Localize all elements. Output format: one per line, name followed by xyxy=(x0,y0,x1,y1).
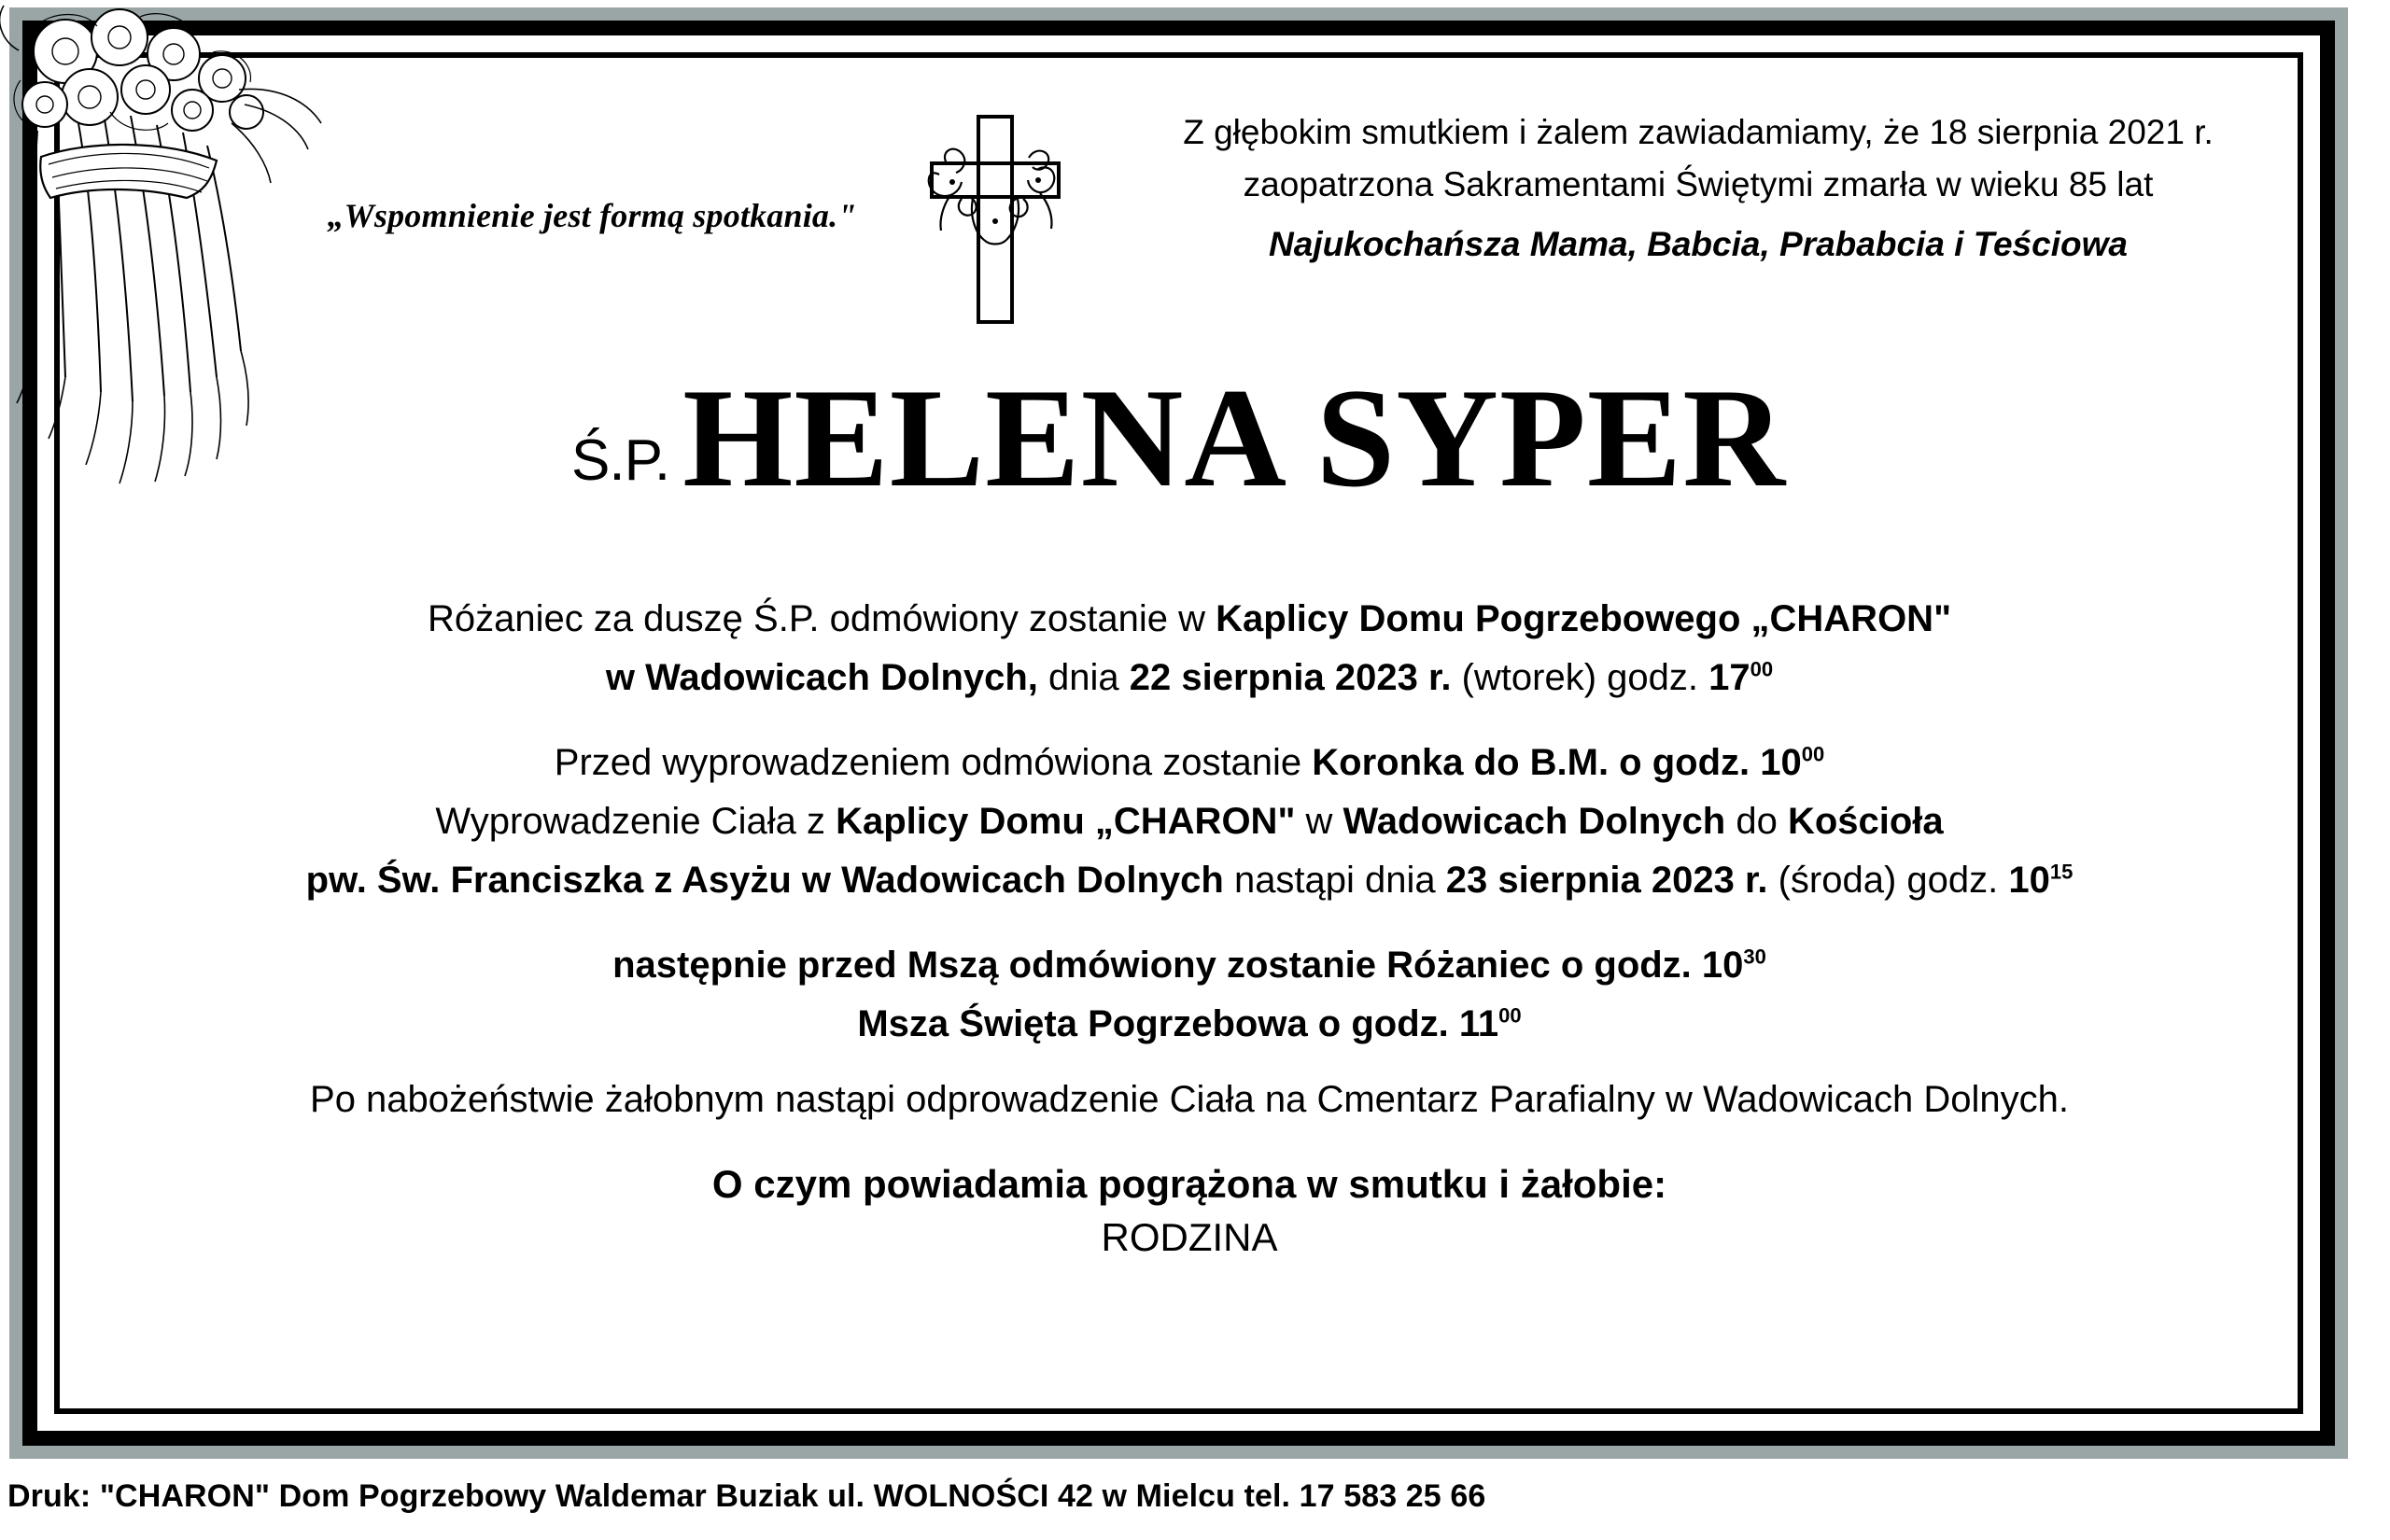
header-line-2: zaopatrzona Sakramentami Świętymi zmarła w wieku 85 lat xyxy=(1243,165,2154,203)
mass-text: Msza Święta Pogrzebowa o godz. 11 xyxy=(857,1003,1499,1044)
chaplet-line-b: Koronka do B.M. o godz. 10 xyxy=(1312,742,1802,783)
transfer-2-d: (środa) godz. xyxy=(1767,860,2009,901)
cross-icon xyxy=(919,109,1073,329)
rosary-line-2 xyxy=(78,649,2300,707)
closing-line-2: RODZINA xyxy=(1101,1215,1278,1259)
closing-line-1: O czym powiadamia pogrążona w smutku i żałobie: xyxy=(711,1162,1667,1206)
before-mass-text: następnie przed Mszą odmówiony zostanie Różaniec o godz. 10 xyxy=(612,945,1744,986)
header-line-3: Najukochańsza Mama, Babcia, Prababcia i Teściowa xyxy=(1269,225,2128,263)
rosary-line-1-a: Różaniec za duszę Ś.P. odmówiony zostanie w xyxy=(427,598,1216,639)
rosary-hour: 17 xyxy=(1708,657,1750,698)
transfer-1-f: Kościoła xyxy=(1787,801,1944,842)
rosary-line-2-b: dnia xyxy=(1037,657,1130,698)
transfer-line-2 xyxy=(78,851,2300,910)
transfer-2-minutes: 15 xyxy=(2049,860,2074,884)
announcement-body xyxy=(78,590,2300,1264)
before-mass-minutes: 30 xyxy=(1743,945,1766,969)
deceased-name-row xyxy=(22,357,2335,519)
chaplet-line xyxy=(78,734,2300,792)
chaplet-minutes: 00 xyxy=(1801,742,1825,766)
rosary-line-2-d: (wtorek) godz. xyxy=(1451,657,1709,698)
transfer-1-d: Wadowicach Dolnych xyxy=(1343,801,1726,842)
rosary-minutes: 00 xyxy=(1750,657,1774,681)
chaplet-line-a: Przed wyprowadzeniem odmówiona zostanie xyxy=(554,742,1313,783)
rosary-line-1-b: Kaplicy Domu Pogrzebowego „CHARON" xyxy=(1216,598,1952,639)
after-service-line: Po nabożeństwie żałobnym nastąpi odprowadzenie Ciała na Cmentarz Parafialny w Wadowicach Dolnych. xyxy=(310,1079,2069,1120)
obituary-frame-outer xyxy=(9,7,2348,1459)
transfer-line-1 xyxy=(78,792,2300,851)
transfer-2-b: nastąpi dnia xyxy=(1223,860,1446,901)
before-mass-line xyxy=(78,936,2300,995)
transfer-2-e: 10 xyxy=(2008,860,2050,901)
obituary-content xyxy=(22,21,2335,1446)
motto-text: „Wspomnienie jest formą spotkania." xyxy=(327,197,857,234)
rosary-place: w Wadowicach Dolnych, xyxy=(605,657,1038,698)
transfer-1-b: Kaplicy Domu „CHARON" xyxy=(836,801,1296,842)
transfer-1-c: w xyxy=(1295,801,1343,842)
announcement-header xyxy=(1087,106,2310,271)
transfer-1-e: do xyxy=(1725,801,1788,842)
honorific-label: Ś.P. xyxy=(570,428,670,493)
closing-block xyxy=(78,1157,2300,1264)
mass-line xyxy=(78,995,2300,1054)
printer-footer: Druk: "CHARON" Dom Pogrzebowy Waldemar Buziak ul. WOLNOŚCI 42 w Mielcu tel. 17 583 25 66 xyxy=(7,1478,1486,1514)
rosary-line-1 xyxy=(78,590,2300,649)
mass-minutes: 00 xyxy=(1498,1003,1522,1028)
rosary-date: 22 sierpnia 2023 r. xyxy=(1129,657,1452,698)
transfer-2-a: pw. Św. Franciszka z Asyżu w Wadowicach Dolnych xyxy=(305,860,1224,901)
transfer-1-a: Wyprowadzenie Ciała z xyxy=(435,801,836,842)
deceased-name: HELENA SYPER xyxy=(682,359,1786,516)
header-line-1: Z głębokim smutkiem i żalem zawiadamiamy, że 18 sierpnia 2021 r. xyxy=(1183,113,2214,151)
transfer-2-c: 23 sierpnia 2023 r. xyxy=(1445,860,1768,901)
